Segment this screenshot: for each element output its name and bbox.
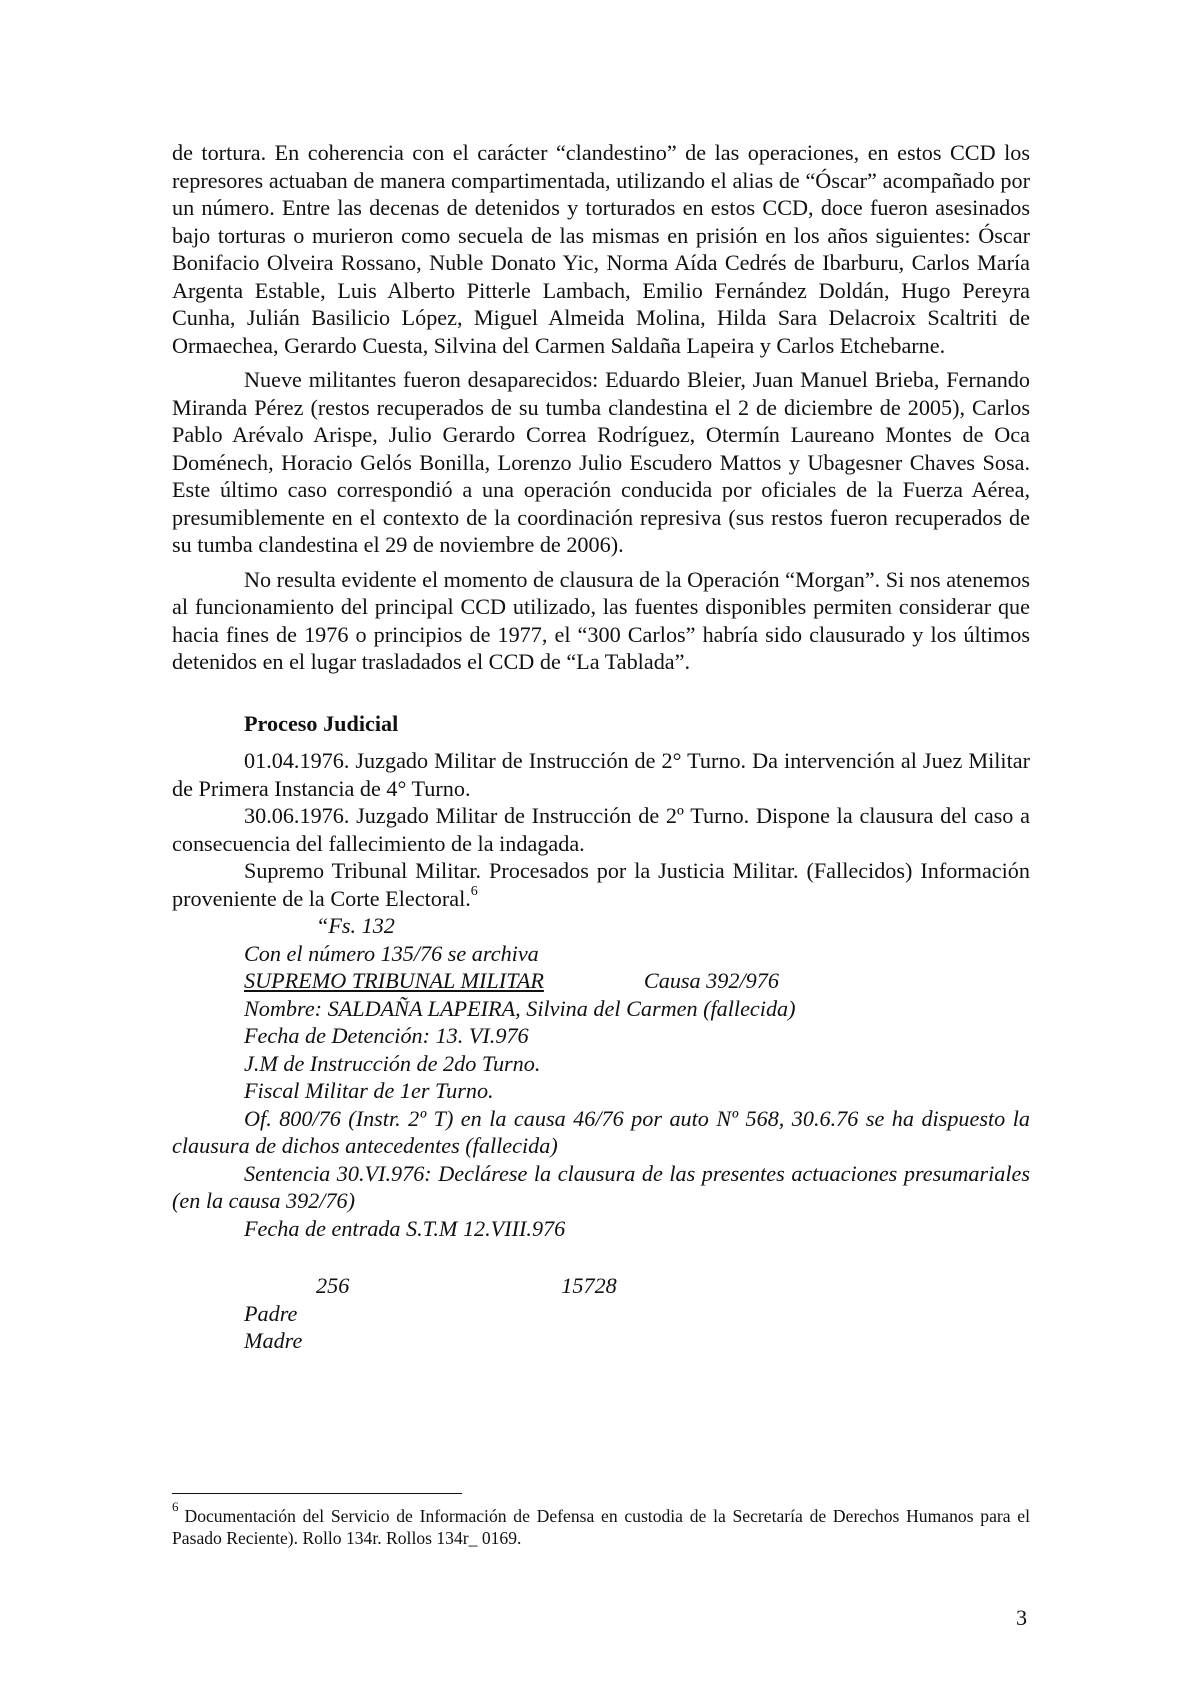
judicial-entry bbox=[172, 857, 1030, 912]
page-body bbox=[172, 139, 1030, 1355]
quote-sentencia: Sentencia 30.VI.976: Declárese la clausura de las presentes actuaciones presumariales (en la causa 392/76) bbox=[172, 1160, 1030, 1213]
page-number: 3 bbox=[1016, 1605, 1028, 1630]
quote-oficio: Of. 800/76 (Instr. 2º T) en la causa 46/76 por auto Nº 568, 30.6.76 se ha dispuesto la clausura de dichos antecedentes (fallecida) bbox=[172, 1105, 1030, 1158]
footnote-reference: 6 bbox=[470, 884, 478, 900]
quote-madre: Madre bbox=[244, 1328, 303, 1353]
quote-archive-line: Con el número 135/76 se archiva bbox=[244, 940, 539, 966]
quote-causa: Causa 392/976 bbox=[643, 968, 779, 993]
footnote-text: Documentación del Servicio de Información de Defensa en custodia de la Secretaría de Derechos Humanos para el Pasado Reciente). Rollo 134r. Rollos 134r_ 0169. bbox=[172, 1506, 1030, 1548]
footnote-separator bbox=[172, 1493, 462, 1494]
body-paragraph: de tortura. En coherencia con el carácter “clandestino” de las operaciones, en estos CCD los represores actuaban de manera compartimentada, utilizando el alias de “Óscar” acompañado por un número. Entre las decenas de detenidos y torturados en estos CCD, doce fueron asesinados bajo torturas o murieron como secuela de las mismas en prisión en los años siguientes: Óscar Bonifacio Olveira Rossano, Nuble Donato Yic, Norma Aída Cedrés de Ibarburu, Carlos María Argenta Estable, Luis Alberto Pitterle Lambach, Emilio Fernández Doldán, Hugo Pereyra Cunha, Julián Basilicio López, Miguel Almeida Molina, Hilda Sara Delacroix Scaltriti de Ormaechea, Gerardo Cuesta, Silvina del Carmen Saldaña Lapeira y Carlos Etchebarne. bbox=[172, 140, 1030, 358]
quote-tribunal: SUPREMO TRIBUNAL MILITAR bbox=[244, 968, 544, 993]
judicial-entry: 30.06.1976. Juzgado Militar de Instrucción de 2º Turno. Dispone la clausura del caso a consecuencia del fallecimiento de la indagada. bbox=[172, 803, 1030, 856]
quote-folio: “Fs. 132 bbox=[316, 913, 395, 938]
section-heading: Proceso Judicial bbox=[244, 710, 399, 736]
quote-fecha-entrada: Fecha de entrada S.T.M 12.VIII.976 bbox=[244, 1215, 566, 1241]
footnote-number: 6 bbox=[172, 1499, 179, 1515]
footnote bbox=[172, 1499, 1030, 1549]
judicial-entry: 01.04.1976. Juzgado Militar de Instrucción de 2° Turno. Da intervención al Juez Militar de Primera Instancia de 4° Turno. bbox=[172, 748, 1030, 801]
judicial-entry-text: Supremo Tribunal Militar. Procesados por la Justicia Militar. (Fallecidos) Información proveniente de la Corte Electoral. bbox=[172, 858, 1030, 911]
quote-numbers bbox=[172, 1272, 1030, 1300]
quote-tribunal-line bbox=[172, 967, 1030, 995]
body-paragraph: No resulta evidente el momento de clausura de la Operación “Morgan”. Si nos atenemos al funcionamiento del principal CCD utilizado, las fuentes disponibles permiten considerar que hacia fines de 1976 o principios de 1977, el “300 Carlos” habría sido clausurado y los últimos detenidos en el lugar trasladados el CCD de “La Tablada”. bbox=[172, 566, 1030, 674]
quote-juzgado: J.M de Instrucción de 2do Turno. bbox=[244, 1050, 541, 1076]
body-paragraph: Nueve militantes fueron desaparecidos: Eduardo Bleier, Juan Manuel Brieba, Fernando Miranda Pérez (restos recuperados de su tumba clandestina el 2 de diciembre de 2005), Carlos Pablo Arévalo Arispe, Julio Gerardo Correa Rodríguez, Otermín Laureano Montes de Oca Doménech, Horacio Gelós Bonilla, Lorenzo Julio Escudero Mattos y Ubagesner Chaves Sosa. Este último caso correspondió a una operación conducida por oficiales de la Fuerza Aérea, presumiblemente en el contexto de la coordinación represiva (sus restos fueron recuperados de su tumba clandestina el 29 de noviembre de 2006). bbox=[172, 367, 1030, 557]
quote-fiscal: Fiscal Militar de 1er Turno. bbox=[244, 1078, 494, 1103]
quote-number-2: 15728 bbox=[561, 1273, 617, 1298]
quote-fecha-detencion: Fecha de Detención: 13. VI.976 bbox=[244, 1023, 529, 1048]
quote-number-1: 256 bbox=[316, 1273, 350, 1298]
quote-padre: Padre bbox=[244, 1300, 298, 1326]
quote-nombre: Nombre: SALDAÑA LAPEIRA, Silvina del Carmen (fallecida) bbox=[244, 995, 796, 1021]
